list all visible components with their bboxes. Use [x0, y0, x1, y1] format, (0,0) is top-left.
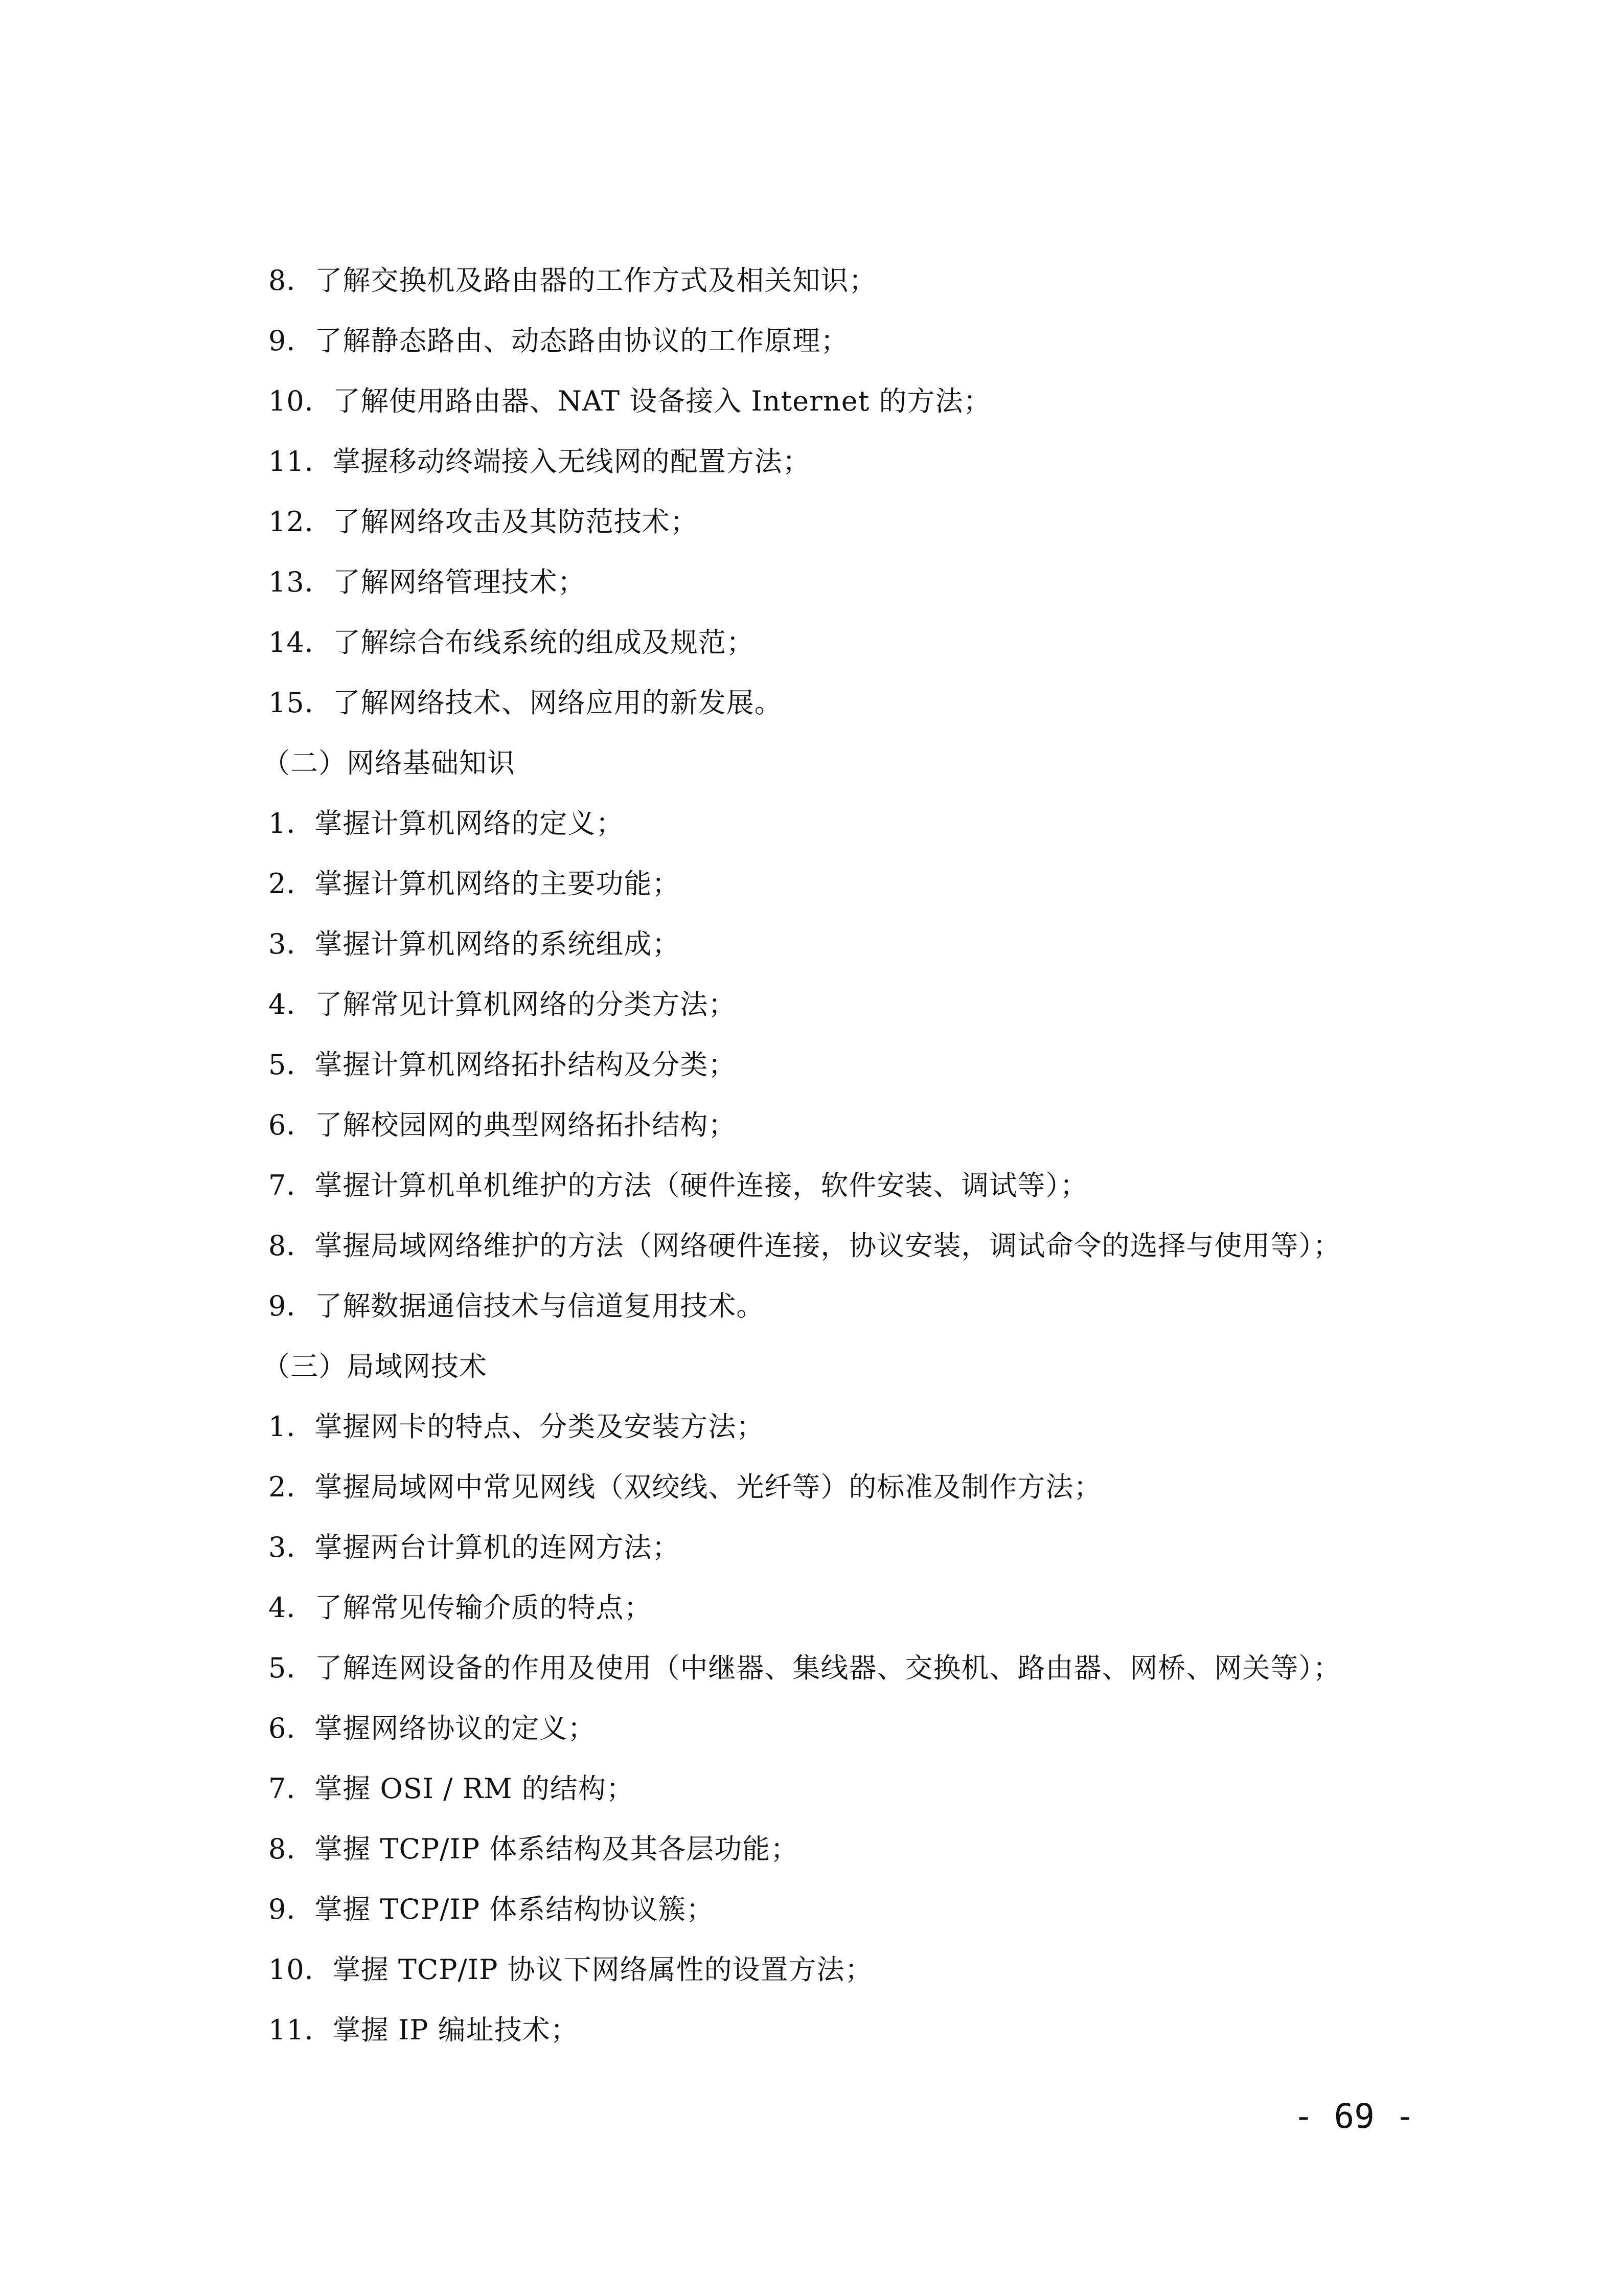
list-item: 9．掌握 TCP/IP 体系结构协议簇； [268, 1893, 715, 1925]
list-item: 1．掌握计算机网络的定义； [268, 807, 624, 839]
list-item: 2．掌握局域网中常见网线（双绞线、光纤等）的标准及制作方法； [268, 1471, 1102, 1503]
list-item: 13．了解网络管理技术； [268, 566, 586, 598]
list-item: 15．了解网络技术、网络应用的新发展。 [268, 687, 783, 719]
list-item: 10．掌握 TCP/IP 协议下网络属性的设置方法； [268, 1953, 873, 1986]
list-item: 5．掌握计算机网络拓扑结构及分类； [268, 1049, 737, 1081]
list-item: 9．了解静态路由、动态路由协议的工作原理； [268, 325, 849, 357]
list-item: 8．掌握局域网络维护的方法（网络硬件连接，协议安装，调试命令的选择与使用等）； [268, 1230, 1341, 1262]
list-item: 8．了解交换机及路由器的工作方式及相关知识； [268, 264, 877, 297]
list-item: 7．掌握计算机单机维护的方法（硬件连接，软件安装、调试等）； [268, 1169, 1088, 1201]
list-item: 2．掌握计算机网络的主要功能； [268, 868, 680, 900]
list-item: 14．了解综合布线系统的组成及规范； [268, 626, 755, 658]
list-item: 1．掌握网卡的特点、分类及安装方法； [268, 1411, 765, 1443]
document-body [262, 251, 1444, 2060]
list-item: 8．掌握 TCP/IP 体系结构及其各层功能； [268, 1833, 799, 1865]
section-heading: （三）局域网技术 [262, 1350, 487, 1382]
list-item: 9．了解数据通信技术与信道复用技术。 [268, 1290, 765, 1322]
list-item: 3．掌握计算机网络的系统组成； [268, 928, 680, 960]
list-item: 6．了解校园网的典型网络拓扑结构； [268, 1109, 737, 1141]
list-item: 4．了解常见计算机网络的分类方法； [268, 988, 737, 1020]
section-heading: （二）网络基础知识 [262, 747, 515, 779]
list-item: 6．掌握网络协议的定义； [268, 1712, 596, 1744]
list-item: 10．了解使用路由器、NAT 设备接入 Internet 的方法； [268, 385, 992, 417]
list-item: 12．了解网络攻击及其防范技术； [268, 506, 698, 538]
list-item: 5．了解连网设备的作用及使用（中继器、集线器、交换机、路由器、网桥、网关等）； [268, 1652, 1341, 1684]
page-number: - 69 - [1293, 2097, 1415, 2136]
list-item: 4．了解常见传输介质的特点； [268, 1592, 652, 1624]
list-item: 11．掌握 IP 编址技术； [268, 2014, 579, 2046]
list-item: 7．掌握 OSI / RM 的结构； [268, 1772, 634, 1805]
list-item: 3．掌握两台计算机的连网方法； [268, 1531, 680, 1563]
list-item: 11．掌握移动终端接入无线网的配置方法； [268, 445, 811, 478]
